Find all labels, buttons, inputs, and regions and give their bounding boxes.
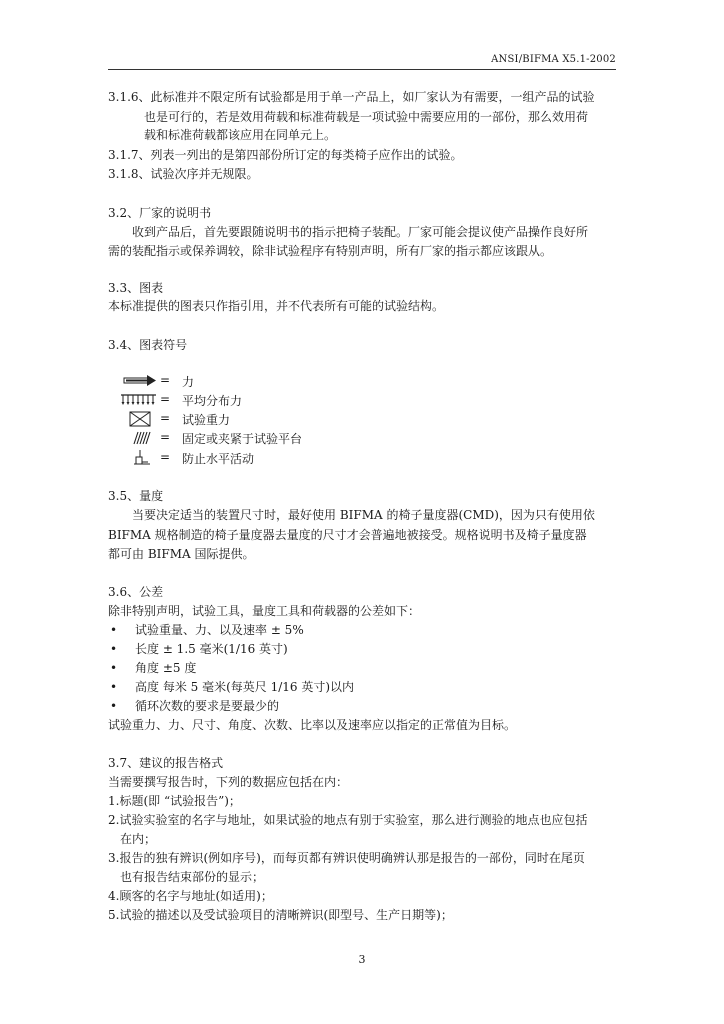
tolerance-item: 循环次数的要求是要最少的 bbox=[135, 699, 280, 713]
clause-3-1-7: 3.1.7、列表一列出的是第四部份所订定的每类椅子应作出的试验。 bbox=[108, 148, 463, 162]
section-3-6-intro: 除非特别声明，试验工具，量度工具和荷载器的公差如下： bbox=[108, 604, 421, 618]
symbol-label: 防止水平活动 bbox=[182, 452, 255, 466]
section-3-7-intro: 当需要撰写报告时，下列的数据应包括在内： bbox=[108, 775, 349, 789]
section-3-2-line-2: 需的装配指示或保养调较，除非试验程序有特别声明，所有厂家的指示都应该跟从。 bbox=[108, 244, 553, 258]
symbol-equals: = bbox=[160, 392, 171, 406]
section-3-6-heading: 3.6、公差 bbox=[108, 585, 164, 599]
section-3-7-heading: 3.7、建议的报告格式 bbox=[108, 756, 224, 770]
section-3-2-line-1: 收到产品后，首先要跟随说明书的指示把椅子装配。厂家可能会提议使产品操作良好所 bbox=[132, 225, 589, 239]
header-divider bbox=[108, 69, 616, 70]
section-3-4-heading: 3.4、图表符号 bbox=[108, 338, 188, 352]
clause-3-1-8: 3.1.8、试验次序并无规限。 bbox=[108, 167, 259, 181]
symbol-row-distributed-load bbox=[120, 391, 320, 409]
tolerance-item: 试验重量、力、以及速率 ± 5% bbox=[135, 623, 304, 637]
symbol-equals: = bbox=[160, 450, 171, 464]
clause-3-1-6-line-1: 3.1.6、此标准并不限定所有试验都是用于单一产品上，如厂家认为有需要，一组产品的试验 bbox=[108, 90, 595, 104]
bullet-marker: • bbox=[110, 661, 118, 675]
symbol-label: 平均分布力 bbox=[182, 394, 243, 408]
section-3-3-heading: 3.3、图表 bbox=[108, 281, 164, 295]
report-item-2: 2.试验实验室的名字与地址，如果试验的地点有别于实验室，那么进行测验的地点也应包括 bbox=[108, 813, 588, 827]
symbol-row-test-weight bbox=[120, 410, 320, 428]
section-3-3-line-1: 本标准提供的图表只作指引用，并不代表所有可能的试验结构。 bbox=[108, 299, 445, 313]
tolerance-item: 长度 ± 1.5 毫米(1/16 英寸) bbox=[135, 642, 288, 656]
bullet-marker: • bbox=[110, 623, 118, 637]
section-3-5-heading: 3.5、量度 bbox=[108, 489, 164, 503]
page-header: ANSI/BIFMA X5.1-2002 bbox=[491, 54, 616, 65]
report-item-5: 5.试验的描述以及受试验项目的清晰辨识(即型号、生产日期等)； bbox=[108, 908, 453, 922]
symbol-equals: = bbox=[160, 430, 171, 444]
test-weight-icon bbox=[120, 410, 158, 428]
symbol-label: 试验重力 bbox=[182, 413, 231, 427]
report-item-2-cont: 在内； bbox=[120, 832, 157, 846]
hatch-icon bbox=[120, 429, 158, 447]
clause-3-1-6-line-3: 载和标准荷载都该应用在同单元上。 bbox=[144, 128, 337, 142]
section-3-5-line-1: 当要决定适当的装置尺寸时，最好使用 BIFMA 的椅子量度器(CMD)，因为只有使用依 bbox=[132, 508, 595, 522]
stop-block-icon bbox=[120, 449, 158, 467]
report-item-1: 1.标题(即 “试验报告”)； bbox=[108, 794, 241, 808]
symbol-label: 力 bbox=[182, 375, 195, 389]
report-item-4: 4.顾客的名字与地址(如适用)； bbox=[108, 889, 273, 903]
section-3-6-closing: 试验重力、力、尺寸、角度、次数、比率以及速率应以指定的正常值为目标。 bbox=[108, 718, 517, 732]
symbol-equals: = bbox=[160, 411, 171, 425]
report-item-3-cont: 也有报告结束部份的显示； bbox=[120, 870, 265, 884]
tolerance-item: 角度 ±5 度 bbox=[135, 661, 197, 675]
distributed-load-icon bbox=[120, 391, 158, 409]
symbol-label: 固定或夹紧于试验平台 bbox=[182, 432, 303, 446]
force-arrow-icon bbox=[120, 372, 158, 390]
bullet-marker: • bbox=[110, 680, 118, 694]
clause-3-1-6-line-2: 也是可行的，若是效用荷载和标准荷载是一项试验中需要应用的一部份，那么效用荷 bbox=[144, 110, 589, 124]
section-3-5-line-2: BIFMA 规格制造的椅子量度器去量度的尺寸才会普遍地被接受。规格说明书及椅子量度器 bbox=[108, 528, 587, 542]
symbol-row-clamp bbox=[120, 429, 320, 447]
symbol-row-stop bbox=[120, 449, 320, 467]
tolerance-item: 高度 每米 5 毫米(每英尺 1/16 英寸)以内 bbox=[135, 680, 355, 694]
section-3-2-heading: 3.2、厂家的说明书 bbox=[108, 206, 212, 220]
bullet-marker: • bbox=[110, 699, 118, 713]
report-item-3: 3.报告的独有辨识(例如序号)，而每页都有辨识使明确辨认那是报告的一部份，同时在尾页 bbox=[108, 851, 585, 865]
bullet-marker: • bbox=[110, 642, 118, 656]
page-number: 3 bbox=[358, 953, 366, 966]
symbol-equals: = bbox=[160, 373, 171, 387]
symbol-row-force bbox=[120, 372, 320, 390]
section-3-5-line-3: 都可由 BIFMA 国际提供。 bbox=[108, 547, 255, 561]
